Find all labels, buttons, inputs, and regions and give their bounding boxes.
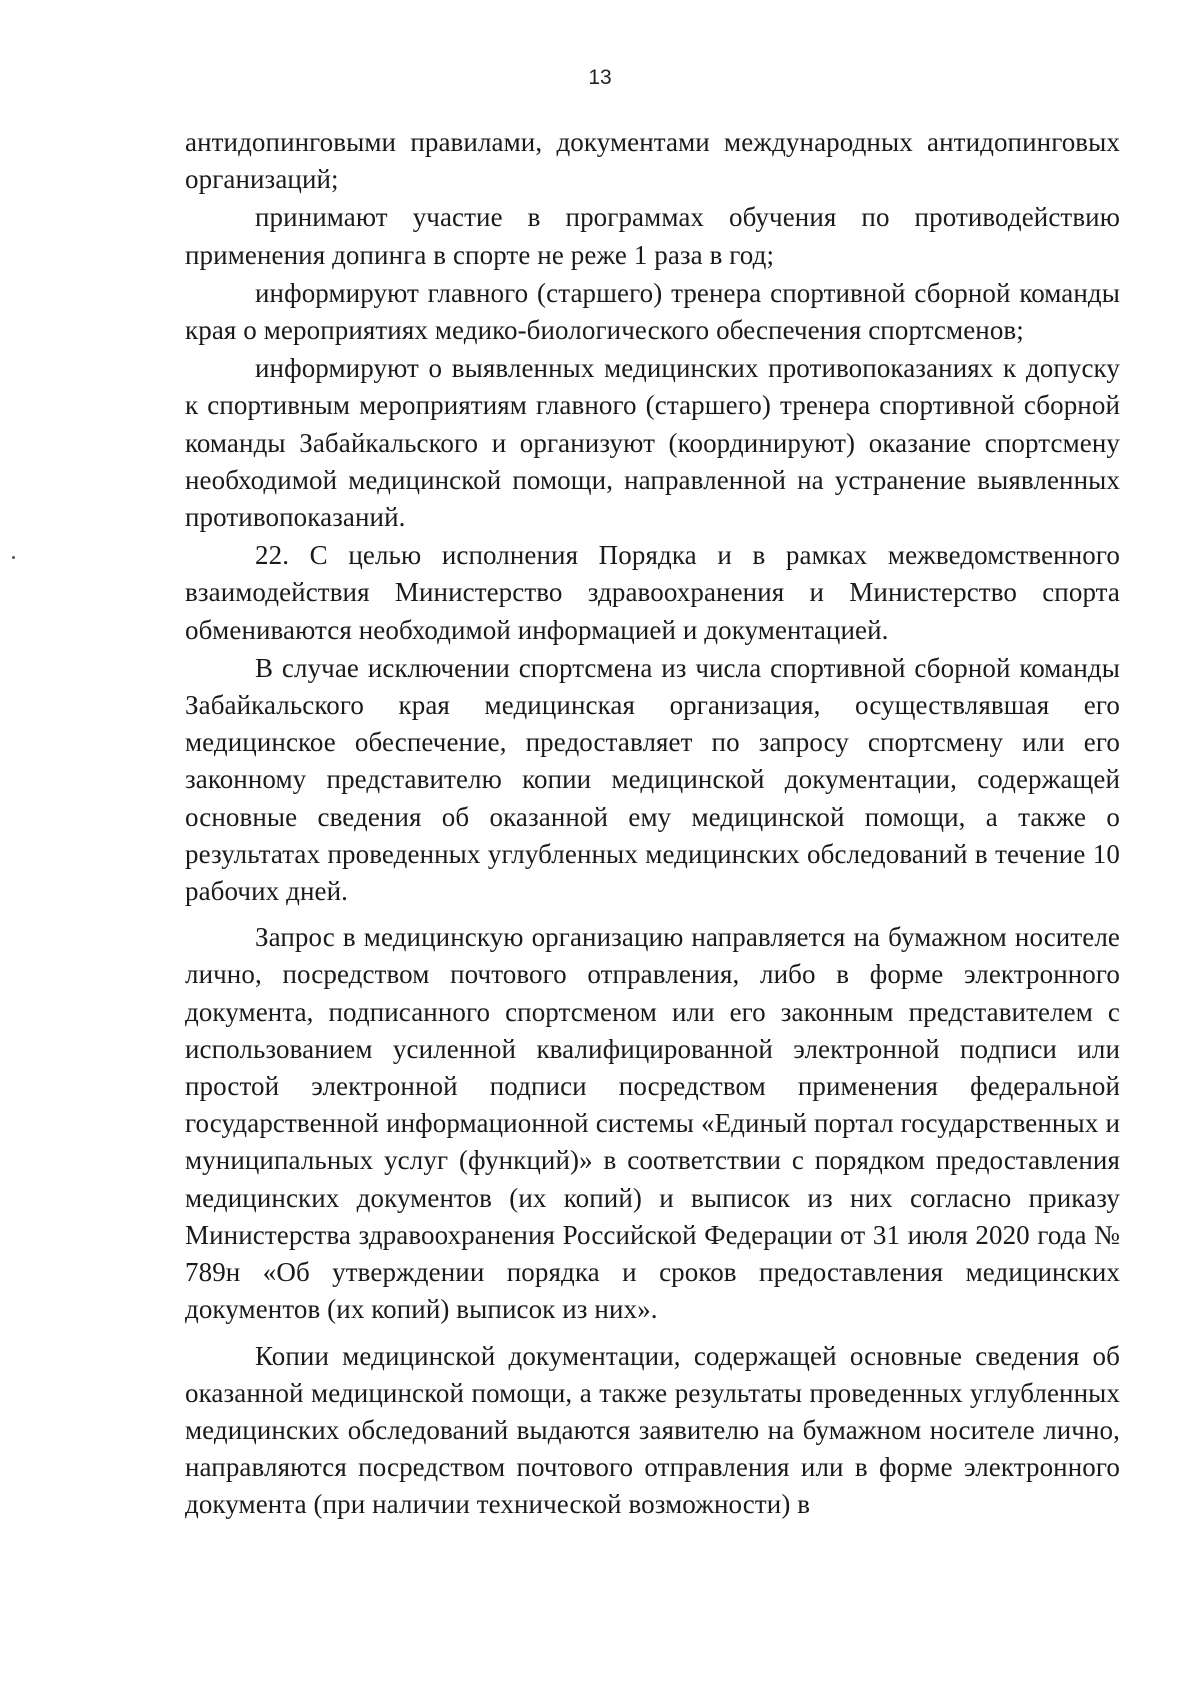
- page-number: 13: [588, 66, 612, 89]
- paragraph-training: принимают участие в программах обучения по противодействию применения допинга в спорте не реже 1 раза в год;: [185, 202, 1120, 270]
- document-body: [185, 124, 1120, 1524]
- scan-artifact-dot: [12, 556, 15, 559]
- paragraph-item-22: 22. С целью исполнения Порядка и в рамках межведомственного взаимодействия Министерство здравоохранения и Министерство спорта обмениваются необходимой информацией и документацией.: [185, 540, 1120, 645]
- paragraph-continuation: антидопинговыми правилами, документами международных антидопинговых организаций;: [185, 127, 1120, 195]
- paragraph-copies: Копии медицинской документации, содержащей основные сведения об оказанной медицинской помощи, а также результаты проведенных углубленных медицинских обследований выдаются заявителю на бумажном носителе лично, направляются посредством почтового отправления или в форме электронного документа (при наличии технической возможности) в: [185, 1340, 1120, 1520]
- paragraph-contraindications: информируют о выявленных медицинских противопоказаниях к допуску к спортивным мероприятиям главного (старшего) тренера спортивной сборной команды Забайкальского и организуют (координируют) оказание спортсмену необходимой медицинской помощи, направленной на устранение выявленных противопоказаний.: [185, 353, 1120, 533]
- paragraph-request: Запрос в медицинскую организацию направляется на бумажном носителе лично, посредством почтового отправления, либо в форме электронного документа, подписанного спортсменом или его законным представителем с использованием усиленной квалифицированной электронной подписи или простой электронной подписи посредством применения федеральной государственной информационной системы «Единый портал государственных и муниципальных услуг (функций)» в соответствии с порядком предоставления медицинских документов (их копий) и выписок из них согласно приказу Министерства здравоохранения Российской Федерации от 31 июля 2020 года № 789н «Об утверждении порядка и сроков предоставления медицинских документов (их копий) выписок из них».: [185, 922, 1120, 1325]
- paragraph-exclusion: В случае исключении спортсмена из числа спортивной сборной команды Забайкальского края медицинская организация, осуществлявшая его медицинское обеспечение, предоставляет по запросу спортсмену или его законному представителю копии медицинской документации, содержащей основные сведения об оказанной ему медицинской помощи, а также о результатах проведенных углубленных медицинских обследований в течение 10 рабочих дней.: [185, 652, 1120, 907]
- paragraph-inform-coach: информируют главного (старшего) тренера спортивной сборной команды края о мероприятиях медико-биологического обеспечения спортсменов;: [185, 277, 1120, 346]
